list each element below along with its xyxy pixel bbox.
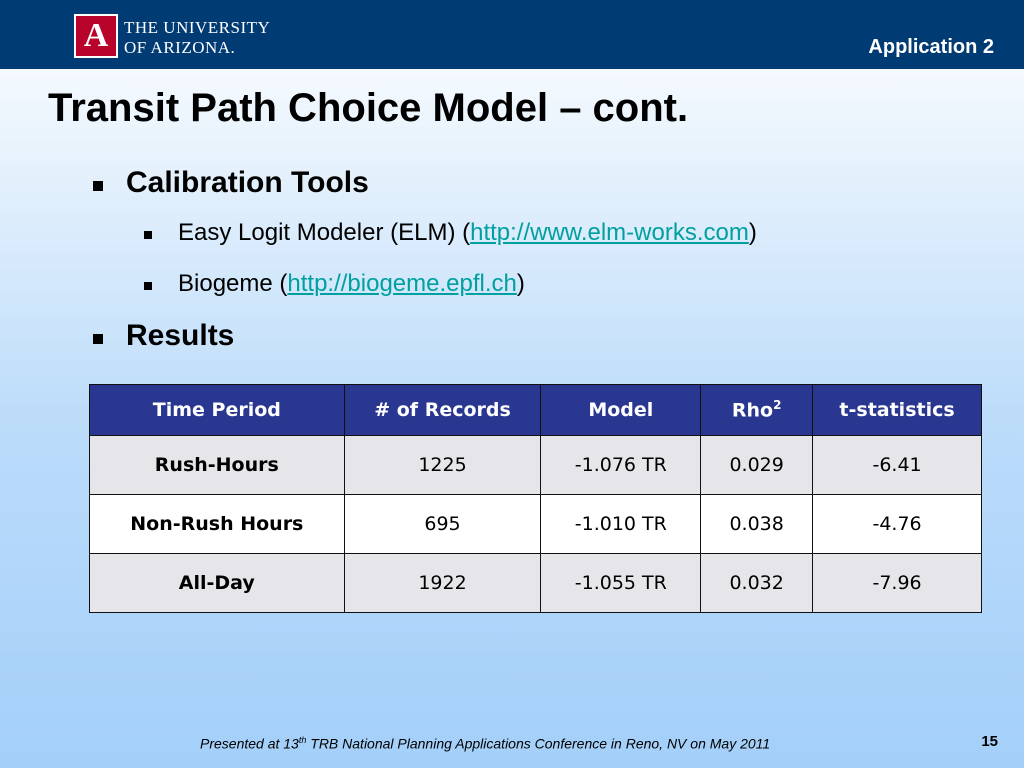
bullet-text: Calibration Tools (126, 166, 369, 199)
biogeme-link[interactable]: http://biogeme.epfl.ch (287, 270, 517, 297)
bullet-square-icon (93, 334, 103, 344)
cell-model: -1.076 TR (541, 436, 701, 495)
bullet-text: Results (126, 319, 235, 352)
bullet-biogeme-suffix: ) (516, 270, 525, 297)
cell-t-statistics: -7.96 (813, 554, 982, 613)
bullet-elm-prefix: Easy Logit Modeler (ELM) ( (178, 219, 471, 246)
header-time-period: Time Period (90, 385, 345, 436)
bullet-biogeme-prefix: Biogeme ( (178, 270, 288, 297)
bullet-biogeme (178, 270, 525, 298)
footer-suffix: TRB National Planning Applications Conference in Reno, NV on May 2011 (306, 735, 771, 752)
table-row (90, 495, 982, 554)
cell-rho: 0.038 (701, 495, 813, 554)
bullet-square-icon (144, 231, 152, 239)
header-model: Model (541, 385, 701, 436)
cell-rho: 0.032 (701, 554, 813, 613)
table-header-row (90, 385, 982, 436)
bullet-square-icon (93, 181, 103, 191)
header-rho-text: Rho (731, 399, 774, 422)
logo-mark-letter: A (83, 17, 109, 54)
university-logo (74, 14, 271, 60)
footer-prefix: Presented at 13 (200, 735, 299, 752)
slide-title: Transit Path Choice Model – cont. (48, 86, 689, 130)
cell-model: -1.010 TR (541, 495, 701, 554)
cell-time-period: Rush-Hours (90, 436, 345, 495)
slide-header (0, 0, 1024, 69)
header-rho (701, 385, 813, 436)
cell-records: 695 (344, 495, 541, 554)
cell-t-statistics: -4.76 (813, 495, 982, 554)
arizona-a-logo-icon (74, 14, 118, 58)
table-row (90, 436, 982, 495)
bullet-square-icon (144, 282, 152, 290)
logo-text-line1: THE UNIVERSITY (124, 18, 271, 37)
header-rho-sup: 2 (773, 398, 782, 413)
cell-time-period: Non-Rush Hours (90, 495, 345, 554)
cell-records: 1225 (344, 436, 541, 495)
bullet-results (126, 319, 234, 353)
section-label: Application 2 (868, 36, 994, 58)
cell-time-period: All-Day (90, 554, 345, 613)
bullet-elm-suffix: ) (748, 219, 757, 246)
footer-sup: th (298, 735, 307, 745)
header-records: # of Records (344, 385, 541, 436)
cell-rho: 0.029 (701, 436, 813, 495)
header-t-statistics: t-statistics (813, 385, 982, 436)
logo-text-line2: OF ARIZONA. (124, 38, 236, 57)
results-table (89, 384, 982, 613)
cell-t-statistics: -6.41 (813, 436, 982, 495)
cell-model: -1.055 TR (541, 554, 701, 613)
cell-records: 1922 (344, 554, 541, 613)
slide-footer (200, 735, 770, 752)
page-number: 15 (981, 733, 998, 750)
elm-link[interactable]: http://www.elm-works.com (470, 219, 749, 246)
table-row (90, 554, 982, 613)
bullet-elm (178, 219, 757, 247)
bullet-calibration-tools (126, 166, 369, 200)
